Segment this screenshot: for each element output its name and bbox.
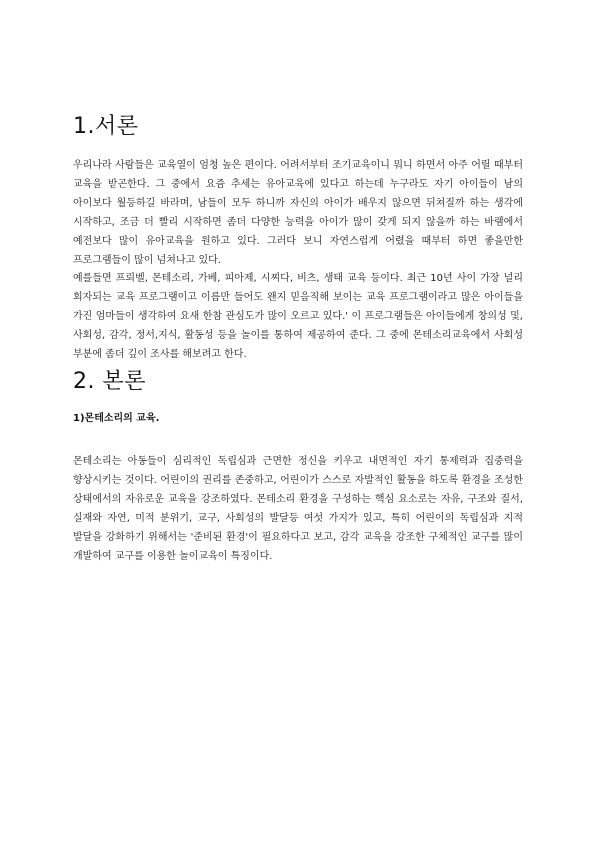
- montessori-paragraph: 몬테소리는 아동들이 심리적인 독립심과 근면한 정신을 키우고 내면적인 자기 통제력과 집중력을 향상시키는 것이다. 어린이의 권리를 존중하고, 어린이가 스스로 자발적인 활동을 하도록 환경을 조성한 상태에서의 자유로운 교육을 강조하였다. 몬테소리 환경을 구성하는 핵심 요소로는 자유, 구조와 질서, 실재와 자연, 미적 분위기, 교구, 사회성의 발달등 여섯 가지가 있고, 특히 어린이의 독립심과 지적 발달을 강화하기 위해서는 '준비된 환경'이 필요하다고 보고, 감각 교육을 강조한 구체적인 교구를 많이 개발하여 교구를 이용한 놀이교육이 특징이다.: [73, 455, 523, 562]
- introduction-paragraph-1: 우리나라 사람들은 교육열이 엄청 높은 편이다. 어려서부터 조기교육이니 뭐니 하면서 아주 어릴 때부터 교육을 받곤한다. 그 중에서 요즘 추세는 유아교육에 있다고 하는데 누구라도 자기 아이들이 남의 아이보다 월등하길 바라며, 남들이 모두 하니까 자신의 아이가 배우지 않으면 뒤쳐질까 하는 생각에 시작하고, 조금 더 빨리 시작하면 좀더 다양한 능력을 아이가 많이 갖게 되지 않을까 하는 바램에서 예전보다 많이 유아교육을 원하고 있다. 그러다 보니 자연스럽게 어렸을 때부터 하면 좋을만한 프로그램들이 많이 넘쳐나고 있다.: [73, 160, 523, 266]
- section-heading-introduction: 1.서론: [73, 114, 139, 139]
- section-heading-main-body: 2. 본론: [73, 368, 146, 394]
- document-content: [73, 110, 523, 566]
- subsection-heading-montessori: 1)몬테소리의 교육.: [73, 412, 160, 424]
- introduction-paragraph-2: 예를들면 프뢰벨, 몬테소리, 가베, 피아제, 시찌다, 비츠, 생태 교육 등이다. 최근 10년 사이 가장 널리 회자되는 교육 프로그램이고 이름만 들어도 왠지 믿음직해 보이는 교육 프로그램이라고 많은 아이들을 가진 엄마들이 생각하여 요새 한참 관심도가 많이 오르고 있다.' 이 프로그램들은 아이들에게 창의성 및, 사회성, 감각, 정서,지식, 활동성 등을 놀이를 통하여 제공하여 준다. 그 중에 몬테소리교육에서 사회성 부분에 좀더 깊이 조사를 해보려고 한다.: [73, 273, 523, 361]
